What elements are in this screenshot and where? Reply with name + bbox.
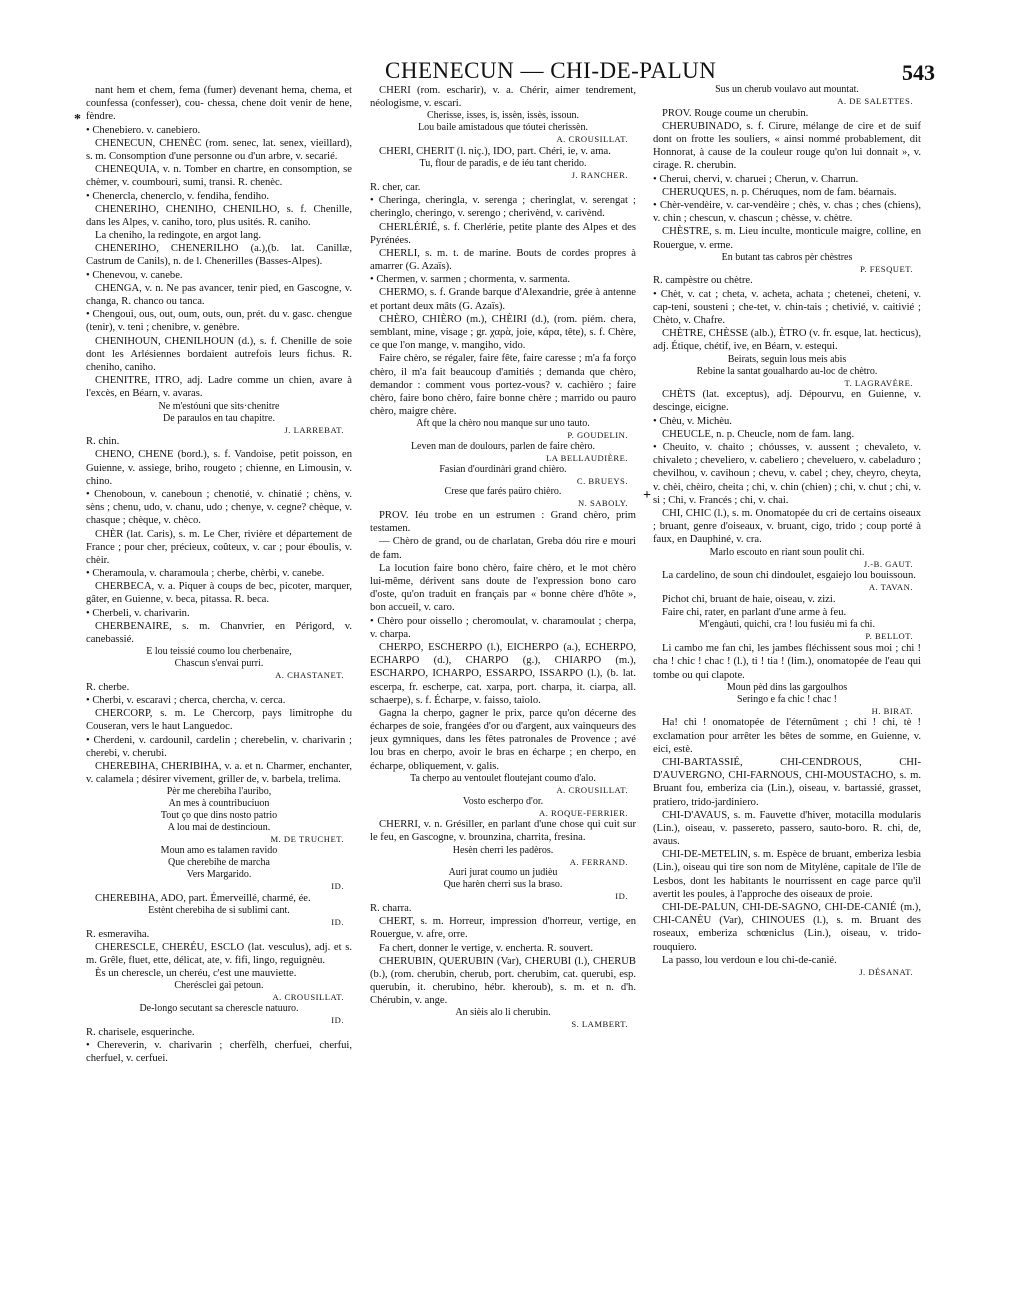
entry-text: — Chèro de grand, ou de charlatan, Greba dóu rire e mouri de fam.	[370, 536, 636, 561]
entry-text: CHERESCLE, CHERÉU, ESCLO (lat. vesculus), adj. et s. m. Grêle, fluet, ette, délicat, ate, v. fifi, lingo, reguignèu.	[86, 941, 352, 966]
entry-text: M. DE TRUCHET.	[270, 834, 344, 845]
entry-text: LA BELLAUDIÈRE.	[546, 453, 628, 463]
entry-text: CHÈRO, CHIÈRO (m.), CHÈIRI (d.), (rom. piém. chera, semblant, mine, visage ; gr. χαρὰ, joie, κάρα, tête), s. f. Chère, ce que l'on mange, v. mangiho, vido.	[370, 313, 636, 352]
entry-text: CHENERIHO, CHENERILHO (a.),(b. lat. Canillæ, Castrum de Canils), n. de l. Chenerilles (Basses-Alpes).	[86, 243, 352, 268]
entry-text: PROV. Rouge coume un cherubin.	[662, 107, 809, 119]
entry-text: Tu, flour de paradis, e de iéu tant cherido.	[419, 158, 587, 170]
entry-text: De-longo secutant sa cherescle natuuro.	[139, 1003, 299, 1015]
entry-text: Rebine la santat goualhardo au-loc de chètro.	[696, 365, 878, 377]
entry-text: CHERT, s. m. Horreur, impression d'horreur, vertige, en Rouergue, v. afre, orre.	[370, 916, 636, 941]
entry-text: Moun amo es talamen ravido	[160, 845, 278, 857]
entry-text: CHERLÉRIÉ, s. f. Cherlérie, petite plante des Alpes et des Pyrénées.	[370, 221, 636, 246]
entry-text: La cheniho, la redingote, en argot lang.	[95, 230, 262, 242]
entry-text: En butant tas cabros pèr chèstres	[721, 251, 853, 263]
entry-text: R. esmeraviha.	[86, 928, 150, 940]
entry-text: ID.	[331, 916, 344, 927]
entry-text: Ès un cherescle, un cheréu, c'est une mauviette.	[95, 968, 297, 980]
entry-text: CHERRI, v. n. Grésiller, en parlant d'une chose qui cuit sur le feu, en Gascogne, v. brounzina, charrita, fresina.	[370, 819, 636, 844]
entry-text: P. GOUDELIN.	[567, 430, 628, 441]
entry-text: R. chin.	[86, 436, 120, 448]
entry-text: ID.	[331, 1015, 344, 1026]
entry-text: ID.	[331, 881, 344, 892]
entry-text: Lou baile amistadous que tóutei cherissèn.	[418, 122, 588, 134]
entry-text: CHI-DE-PALUN, CHI-DE-SAGNO, CHI-DE-CANIÉ (m.), CHI-CANÈU (Var), CHINOUES (l.), s. m. Bruant des roseaux, emberiza schœniclus (Lin.), oiseau, v. trido-rouquiero.	[653, 902, 921, 953]
entry-text: Faire chèro, se régaler, faire fête, faire caresse ; m'a fa forço chèro, il m'a fait beaucoup d'amitiés ; demanda que chèro, demandor : comment vous portez-vous? v. cachièro ; faire chèro, faire bono chèro, faire bonne chère ; marrido ou pauro chèro, maigre chère.	[370, 353, 636, 418]
entry-text: • Chermen, v. sarmen ; chormenta, v. sarmenta.	[370, 274, 571, 286]
entry-text: Chascun s'envai purri.	[174, 658, 264, 670]
entry-text: • Cherbeli, v. charivarin.	[86, 607, 190, 619]
entry-text: A lou mai de destincioun.	[167, 822, 271, 834]
entry-text: CHERBECA, v. a. Piquer à coups de bec, picoter, marquer, gâter, en Guienne, v. beca, pitassa. R. beca.	[86, 581, 352, 606]
entry-text: Cherisse, isses, is, issèn, issès, issoun.	[427, 110, 579, 122]
entry-text: CHERUBINADO, s. f. Cirure, mélange de cire et de suif dont on frotte les souliers, « ainsi nommé probablement, dit Honnorat, à cause de la couleur rouge qu'on lui donnait », v. cirage. R. cherubin.	[653, 120, 921, 172]
entry-text: Pichot chi, bruant de haie, oiseau, v. zizi.	[662, 594, 836, 606]
entry-text: Ne m'estóuni que sits·chenitre	[158, 400, 280, 412]
column-right	[653, 84, 921, 1289]
entry-text: CHEREBIHA, CHERIBIHA, v. a. et n. Charmer, enchanter, v. calamela ; désirer vivement, griller de, v. barbela, trelima.	[86, 761, 352, 786]
entry-text: CHENO, CHENE (bord.), s. f. Vandoise, petit poisson, en Guienne, v. assiege, briho, rougeto ; chienne, en Limousin, v. chino.	[86, 449, 352, 487]
entry-text: CHENECUN, CHENÈC (rom. senec, lat. senex, vieillard), s. m. Consomption d'une personne ou d'un arbre, v. secarié.	[86, 137, 352, 162]
entry-text: Auri jurat coumo un judièu	[448, 867, 558, 879]
entry-text: La locution faire bono chèro, faire chèro, et le mot chèro lui-même, dérivent sans doute de l'expression bono caro d'oste, qu'on traduit en français par « bonne chère d'hôte », bon accueil, v. caro.	[370, 562, 636, 614]
entry-text: Faire chi, rater, en parlant d'une arme à feu.	[662, 607, 847, 619]
entry-text: Fa chert, donner le vertige, v. encherta. R. souvert.	[379, 942, 594, 954]
entry-text: CHEUCLE, n. p. Cheucle, nom de fam. lang.	[662, 428, 855, 440]
entry-text: La passo, lou verdoun e lou chi-de-canié.	[662, 954, 837, 966]
entry-text: A. CHASTANET.	[275, 670, 344, 681]
entry-text: A. TAVAN.	[868, 582, 913, 593]
entry-text: CHI-BARTASSIÉ, CHI-CENDROUS, CHI-D'AUVERGNO, CHI-FARNOUS, CHI-MOUSTACHO, s. m. Bruant fou, emberiza cia (Lin.), oiseau, v. bartassié, grasset, pratiero, trido-jardiniero.	[653, 756, 921, 808]
entry-text: Beirats, seguin lous meis abis	[727, 353, 847, 365]
entry-text: A. ROQUE-FERRIER.	[539, 807, 628, 818]
entry-text: R. charisele, esquerinche.	[86, 1026, 195, 1038]
running-title: CHENECUN — CHI-DE-PALUN	[385, 58, 717, 83]
entry-text: CHÈTS (lat. exceptus), adj. Dépourvu, en Guienne, v. descinge, eicigne.	[653, 389, 921, 414]
entry-text: A. DE SALETTES.	[837, 96, 913, 106]
entry-text: • Cheramoula, v. charamoula ; cherbe, chèrbi, v. canebe.	[86, 568, 325, 580]
entry-text: • Cherbi, v. escaravi ; cherca, chercha, v. cerca.	[86, 695, 286, 707]
entry-text: An mes à countribuciuon	[168, 798, 270, 810]
entry-text: ID.	[615, 891, 628, 902]
entry-text: Ta cherpo au ventoulet floutejant coumo d'alo.	[410, 772, 596, 784]
entry-text: Marlo escouto en riant soun poulit chi.	[709, 546, 865, 558]
entry-text: P. BELLOT.	[865, 631, 913, 642]
entry-text: CHI, CHIC (l.), s. m. Onomatopée du cri de certains oiseaux ; bruant, genre d'oiseaux, v. bruant, cigo, trido ; coup porté à faux, en Dauphiné, v. cra.	[653, 507, 921, 546]
entry-text: CHERLI, s. m. t. de marine. Bouts de cordes propres à amarrer (G. Azaïs).	[370, 247, 636, 273]
entry-text: Moun pèd dins las gargoulhos	[726, 681, 848, 693]
entry-text: CHI-DE-METELIN, s. m. Espèce de bruant, emberiza lesbia (Lin.), oiseau qui tire son nom de Mitylène, capitale de l'île de Lesbos, dont les habitants le nourrissent en cage parce qu'il avertit les poules, à l'approche des oiseaux de proie.	[653, 849, 921, 900]
column-middle	[370, 84, 636, 1289]
page-number: 543	[902, 60, 935, 85]
entry-text: CHÈSTRE, s. m. Lieu inculte, monticule maigre, colline, en Rouergue, v. erme.	[653, 226, 921, 251]
entry-text: • Cherui, chervi, v. charuei ; Cherun, v. Charrun.	[653, 173, 859, 185]
entry-text: An sièis alo li cherubin.	[455, 1007, 551, 1019]
entry-text: • Chèt, v. cat ; cheta, v. acheta, achata ; chetenei, cheteni, v. cap-teni, sousteni ; che-tet, v. chin-tais ; chetivié, v. caitivié ; Chèto, v. Chafre.	[653, 288, 921, 326]
entry-text: Li cambo me fan chi, les jambes fléchissent sous moi ; chi ! cha ! chic ! chac ! (l.), ti ! tia ! (lim.), onomatopée de l'eau qui tombe ou qui clapote.	[653, 643, 921, 681]
entry-text: La cardelino, de soun chi dindoulet, esgaiejo lou bouissoun.	[662, 570, 916, 582]
entry-text: CHERUQUES, n. p. Chéruques, nom de fam. béarnais.	[662, 186, 897, 198]
entry-text: J.-B. GAUT.	[863, 558, 913, 569]
entry-text: Pèr me cherebiha l'auribo,	[166, 786, 272, 798]
entry-text: C. BRUEYS.	[576, 475, 628, 486]
margin-mark-asterisk: *	[74, 112, 81, 127]
entry-text: Que harèn cherri sus la braso.	[443, 879, 563, 891]
entry-text: • Chèu, v. Michèu.	[653, 415, 732, 427]
entry-text: A. CROUSILLAT.	[272, 992, 344, 1003]
entry-text: • Cheringa, cheringla, v. serenga ; cheringlat, v. serengat ; cheringlo, cheringo, v. serengo ; cherivènd, v. carivènd.	[370, 195, 636, 220]
entry-text: CHÈTRE, CHÈSSE (alb.), ÈTRO (v. fr. esque, lat. hecticus), adj. Étique, chétif, ive, en Béarn, v. estequi.	[653, 328, 921, 353]
entry-text: Leven man de doulours, parlen de faire chèro.	[410, 441, 596, 452]
entry-text: • Chèr-vendèire, v. car-vendèire ; chès, v. chas ; ches (chiens), v. chin ; chescun, v. chascun ; chèsse, v. chètre.	[653, 200, 921, 225]
entry-text: CHERI (rom. escharir), v. a. Chérir, aimer tendrement, néologisme, v. escari.	[370, 85, 636, 110]
entry-text: H. BIRAT.	[871, 705, 913, 716]
entry-text: CHENGA, v. n. Ne pas avancer, tenir pied, en Gascogne, v. changa, R. chanco ou tanca.	[86, 282, 352, 307]
entry-text: CHERMO, s. f. Grande barque d'Alexandrie, grée à antenne et portant deux mâts (G. Azaïs).	[370, 287, 636, 312]
entry-text: Aft que la chèro nou manque sur uno tauto.	[416, 418, 590, 430]
entry-text: J. DÉSANAT.	[859, 966, 913, 977]
entry-text: • Chereverin, v. charivarin ; cherfèlh, cherfuei, cherfui, cherfuel, v. cerfuei.	[86, 1039, 352, 1065]
entry-text: R. cherbe.	[86, 681, 130, 693]
entry-text: Cherésclei gai petoun.	[174, 980, 264, 992]
entry-text: Fasian d'ourdinàri grand chièro.	[439, 463, 567, 475]
entry-text: CHENIHOUN, CHENILHOUN (d.), s. f. Chenille de soie dont les Arlésiennes bordaient autrefois leurs fichus. R. cheniho, caniho.	[86, 335, 352, 373]
entry-text: • Chenercla, chenerclo, v. fendiha, fendiho.	[86, 190, 270, 202]
entry-text: Gagna la cherpo, gagner le prix, parce qu'on décerne des écharpes de soie, frangées d'or ou d'argent, aux vainqueurs des jeux gymniques, dans les fêtes patronales de Provence ; avé lou bras en cherpo, avoir le bras en écharpe ; en cherpo, en écharpe, obliquement, v. galis.	[370, 707, 636, 772]
entry-text: R. campèstre ou chètre.	[653, 275, 753, 287]
entry-text: CHERCORP, s. m. Le Chercorp, pays limitrophe du Couseran, vers le haut Languedoc.	[86, 708, 352, 733]
entry-text: • Chenoboun, v. caneboun ; chenotié, v. chinatié ; chèns, v. sèns ; chenu, udo, v. chanu, udo ; chenye, v. cegne? chèque, v. chasque ; chèque, v. chèco.	[86, 488, 352, 527]
entry-text: • Cheuito, v. chaito ; chóusses, v. aussent ; chevaleto, v. chivaleto ; cheveliero, v. cabeliero ; cheveluero, v. cabeladuro ; chevilhou, v. cavihoun ; chevu, v. cabel ; chey, cheyro, cheyta, v. chèi, chèiro, cheita ; chi, v. chin (chien) ; chi, v. chut ; chi, v. si ; Chi, v. Francés ; chi, v. chai.	[653, 442, 921, 506]
entry-text: Sus un cherub voulavo aut mountat.	[715, 84, 859, 95]
entry-text: Tout ço que dins nosto patrio	[160, 810, 278, 822]
entry-text: CHÈR (lat. Caris), s. m. Le Cher, rivière et département de France ; pour cher, précieux, coûteux, v. car ; pour éboulis, v. chèir.	[86, 528, 352, 566]
entry-text: CHERBENAIRE, s. m. Chanvrier, en Périgord, v. canebassié.	[86, 620, 352, 645]
entry-text: • Cherdeni, v. cardounil, cardelin ; cherebelin, v. charivarin ; cherebi, v. cherubi.	[86, 734, 352, 759]
entry-text: CHERUBIN, QUERUBIN (Var), CHERUBI (l.), CHERUB (b.), (rom. cherubin, cherub, port. cherubim, cat. querubi, esp. querubin, it. cherubino, hébr. kheroub), s. m. et n. d'h. Chérubin, v. ange.	[370, 955, 636, 1007]
entry-text: • Chèro pour oissello ; cheromoulat, v. charamoulat ; cherpa, v. charpa.	[370, 615, 636, 640]
entry-text: T. LAGRAVÈRE.	[844, 377, 913, 388]
entry-text: CHERI, CHERIT (l. niç.), IDO, part. Chéri, ie, v. ama.	[379, 146, 611, 158]
entry-text: E lou teissié coumo lou cherbenaire,	[146, 646, 292, 658]
entry-text: • Chenevou, v. canebe.	[86, 269, 183, 281]
entry-text: PROV. Iéu trobe en un estrumen : Grand chèro, prim testamen.	[370, 510, 636, 535]
entry-text: • Chengoui, ous, out, oum, outs, oun, prét. du v. gasc. chengue (tenir), v. teni ; chenibre, v. genèbre.	[86, 309, 352, 334]
entry-text: Vosto escherpo d'or.	[462, 795, 544, 807]
entry-text: P. FESQUET.	[860, 263, 913, 274]
entry-text: A. CROUSILLAT.	[556, 134, 628, 145]
entry-text: Crese que farés paüro chièro.	[444, 486, 562, 498]
entry-text: A. CROUSILLAT.	[556, 784, 628, 795]
margin-mark-cross: +	[643, 488, 651, 503]
entry-text: CHERPO, ESCHERPO (l.), EICHERPO (a.), ECHERPO, ECHARPO (d.), CHARPO (g.), CHIARPO (m.), ESCHARPO, ICHARPO, ESSARPO, ISSARPO (l.), (b. lat. escerpa, fr. escherpe, cat. xarpa, port. charpa, it. ciarpa, all. schaerpe), s. f. Écharpe, v. faisso, taiolo.	[370, 641, 636, 706]
entry-text: Hesèn cherri les padèros.	[452, 844, 554, 856]
entry-text: Ha! chi ! onomatopée de l'éternûment ; chi ! chi, tè ! exclamation pour arrêter les bêtes de somme, en Guienne, v. eici, estè.	[653, 717, 921, 755]
entry-text: Vers Margarido.	[186, 869, 252, 881]
entry-text: CHENERIHO, CHENIHO, CHENILHO, s. f. Chenille, dans les Alpes, v. caniho, toro, plus usités. R. caniho.	[86, 203, 352, 228]
entry-text: Que cherebihe de marcha	[168, 857, 270, 869]
entry-text: CHENITRE, ITRO, adj. Ladre comme un chien, avare à l'excès, en Béarn, v. avaras.	[86, 375, 352, 400]
entry-text: A. FERRAND.	[569, 856, 628, 867]
entry-text: • Chenebiero. v. canebiero.	[86, 124, 201, 136]
entry-text: S. LAMBERT.	[571, 1019, 628, 1030]
entry-text: R. cher, car.	[370, 181, 421, 193]
entry-text: CHI-D'AVAUS, s. m. Fauvette d'hiver, motacilla modularis (Lin.), oiseau, v. passereto, passero, sauto-boro. R. chi, de, avaus.	[653, 809, 921, 848]
entry-text: R. charra.	[370, 902, 412, 914]
entry-text: Estènt cherebiha de si sublimi cant.	[148, 904, 290, 916]
entry-text: Seringo e fa chic ! chac !	[737, 693, 837, 705]
entry-text: J. LARREBAT.	[284, 424, 344, 435]
column-left	[86, 84, 352, 1289]
entry-text: M'engàuti, quichi, cra ! lou fusiéu mi fa chi.	[699, 619, 875, 631]
entry-text: De paraulos en tau chapitre.	[163, 412, 275, 424]
entry-text: CHEREBIHA, ADO, part. Émerveillé, charmé, ée.	[95, 892, 311, 904]
entry-text: nant hem et chem, fema (fumer) devenant hema, chema, et counfessa (confesser), cou- chessa, chene doit venir de hene, fèndre.	[86, 85, 352, 123]
entry-text: N. SABOLY.	[577, 498, 628, 509]
entry-text: J. RANCHER.	[571, 170, 628, 181]
entry-text: CHENEQUIA, v. n. Tomber en chartre, en consomption, se chèmer, v. coumbouri, sumi, transi. R. chenèc.	[86, 164, 352, 189]
